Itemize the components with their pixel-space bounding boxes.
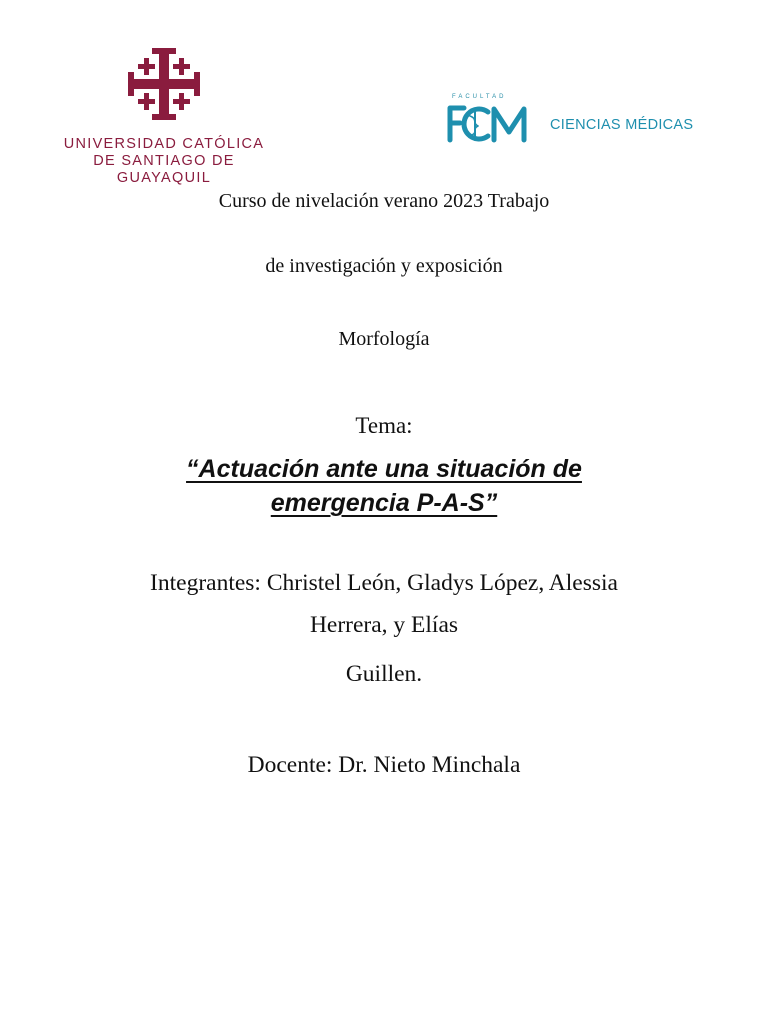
page-header <box>0 0 768 186</box>
course-line-1: Curso de nivelación verano 2023 Trabajo <box>218 190 550 212</box>
university-name-line1: UNIVERSIDAD CATÓLICA <box>63 136 265 152</box>
fcm-monogram-icon <box>444 104 536 144</box>
document-title-line-2: emergencia P-A-S” <box>270 489 498 517</box>
jerusalem-cross-icon <box>126 46 202 122</box>
members-line-2: Herrera, y Elías <box>309 612 459 638</box>
university-name <box>48 136 280 187</box>
course-line-2: de investigación y exposición <box>265 255 503 277</box>
members-line-1: Integrantes: Christel León, Gladys López, Alessia <box>150 570 618 596</box>
topic-label: Tema: <box>355 413 413 438</box>
faculty-label: FACULTAD <box>452 94 507 100</box>
subject: Morfología <box>338 328 430 350</box>
document-title-line-1: “Actuación ante una situación de <box>186 455 582 483</box>
university-logo <box>48 46 280 186</box>
faculty-name: CIENCIAS MÉDICAS <box>550 117 694 133</box>
teacher: Docente: Dr. Nieto Minchala <box>247 752 521 778</box>
faculty-logo <box>442 94 712 146</box>
university-name-line2: DE SANTIAGO DE GUAYAQUIL <box>93 153 235 186</box>
members-line-3: Guillen. <box>345 661 423 687</box>
